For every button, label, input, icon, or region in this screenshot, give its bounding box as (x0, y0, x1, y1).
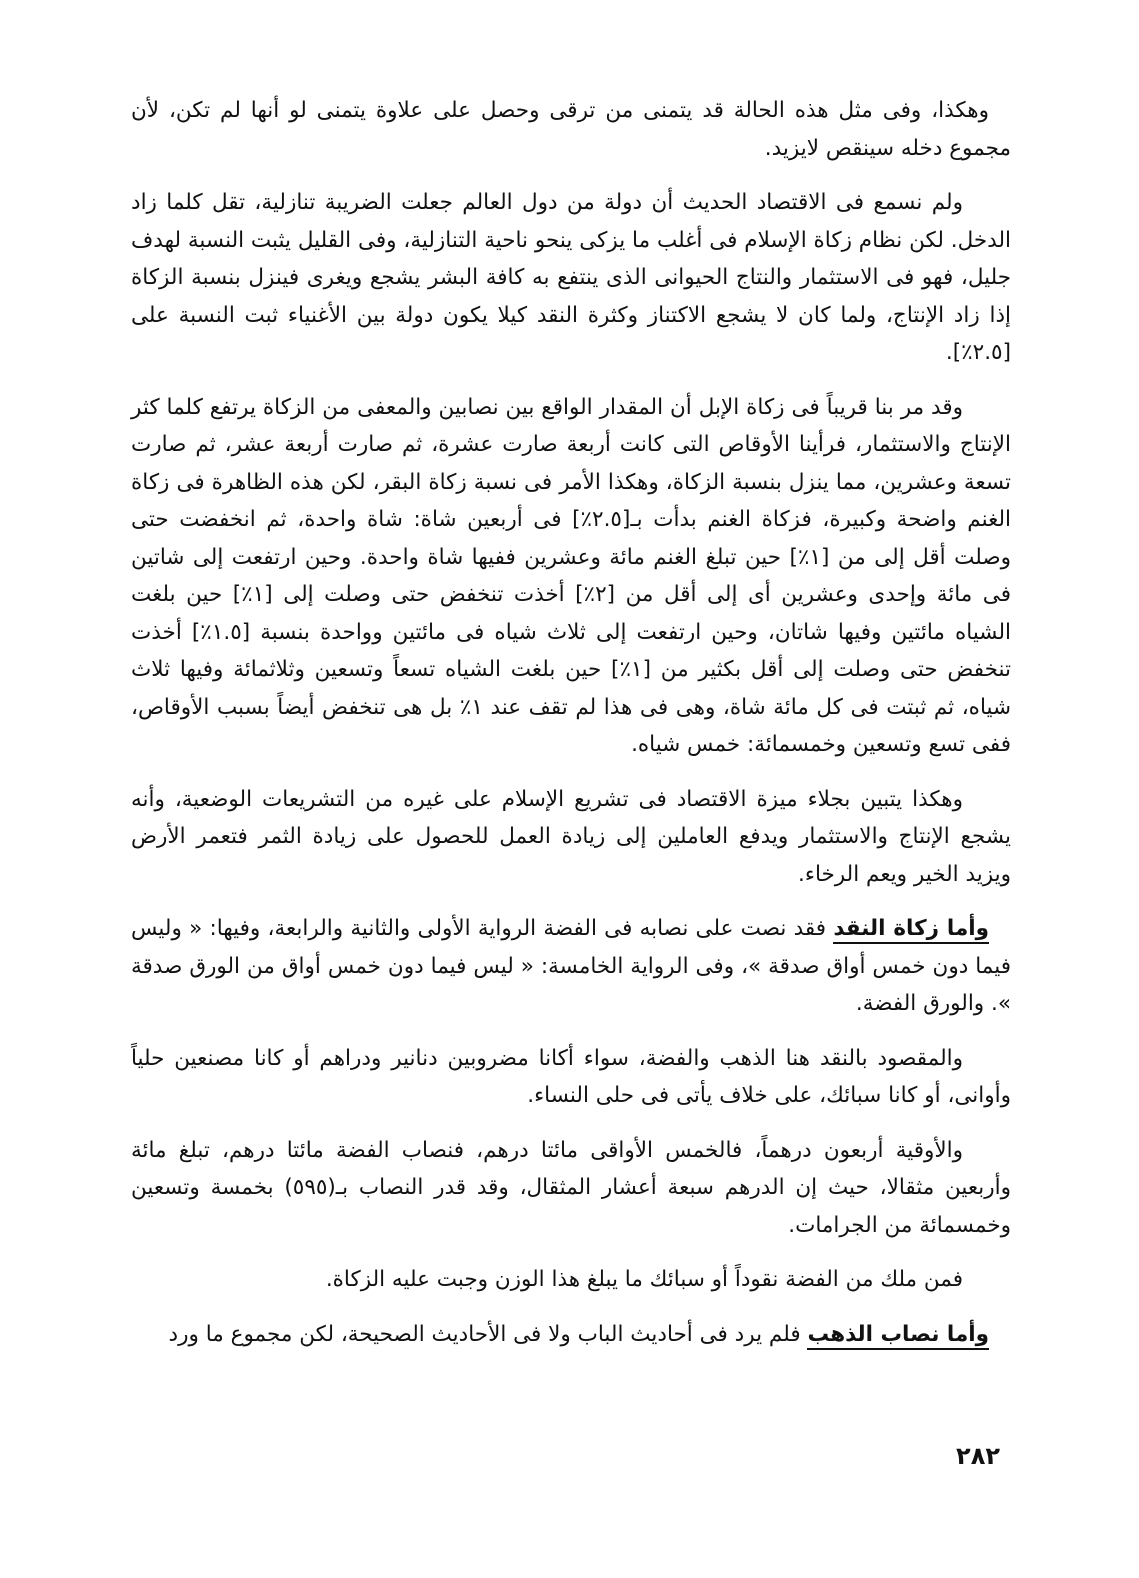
paragraph-text: وهكذا يتبين بجلاء ميزة الاقتصاد فى تشريع الإسلام على غيره من التشريعات الوضعية، وأنه يشجع الإنتاج والاستثمار ويدفع العاملين إلى زيادة العمل للحصول على زيادة الثمر فتعمر الأرض ويزيد الخير ويعم الرخاء. (131, 786, 1011, 887)
paragraph-text: ولم نسمع فى الاقتصاد الحديث أن دولة من دول العالم جعلت الضريبة تنازلية، تقل كلما زاد الدخل. لكن نظام زكاة الإسلام فى أغلب ما يزكى ينحو ناحية التنازلية، وفى القليل يثبت النسبة لهدف جليل، فهو فى الاستثمار والنتاج الحيوانى الذى ينتفع به كافة البشر يشجع ويغرى فينزل بنسبة الزكاة إذا زاد الإنتاج، ولما كان لا يشجع الاكتناز وكثرة النقد كيلا يكون دولة بين الأغنياء ثبت النسبة على [٢.٥٪]. (131, 190, 1011, 365)
paragraph-4 (131, 781, 1011, 894)
paragraph-text: والمقصود بالنقد هنا الذهب والفضة، سواء أكانا مضروبين دنانير ودراهم أو كانا مصنعين حلياً وأوانى، أو كانا سبائك، على خلاف يأتى فى حلى النساء. (131, 1045, 1011, 1108)
paragraph-9 (131, 1316, 1011, 1354)
paragraph-text: والأوقية أربعون درهماً، فالخمس الأواقى مائتا درهم، فنصاب الفضة مائتا درهم، تبلغ مائة وأربعين مثقالا، حيث إن الدرهم سبعة أعشار المثقال، وقد قدر النصاب بـ(٥٩٥) بخمسة وتسعين وخمسمائة من الجرامات. (131, 1137, 1012, 1238)
paragraph-3 (131, 389, 1011, 764)
body-text (131, 92, 1011, 1370)
paragraph-2 (131, 184, 1011, 372)
paragraph-7 (131, 1132, 1011, 1245)
paragraph-text: وهكذا، وفى مثل هذه الحالة قد يتمنى من ترقى وحصل على علاوة يتمنى لو أنها لم تكن، لأن مجموع دخله سينقص لايزيد. (131, 98, 1011, 161)
paragraph-1 (131, 92, 1011, 167)
section-lead-cash-zakat: وأما زكاة النقد (833, 916, 989, 944)
paragraph-text: وقد مر بنا قريباً فى زكاة الإبل أن المقدار الواقع بين نصابين والمعفى من الزكاة يرتفع كلما كثر الإنتاج والاستثمار، فرأينا الأوقاص التى كانت أربعة صارت عشرة، ثم صارت أربعة عشر، ثم صارت تسعة وعشرين، مما ينزل بنسبة الزكاة، وهكذا الأمر فى نسبة زكاة البقر، لكن هذه الظاهرة فى زكاة الغنم واضحة وكبيرة، فزكاة الغنم بدأت بـ[٢.٥٪] فى أربعين شاة: شاة واحدة، ثم انخفضت حتى وصلت أقل إلى من [١٪] حين تبلغ الغنم مائة وعشرين ففيها شاة واحدة. وحين ارتفعت إلى شاتين فى مائة وإحدى وعشرين أى إلى أقل من [٢٪] أخذت تنخفض حتى وصلت إلى [١٪] حين بلغت الشياه مائتين وفيها شاتان، وحين ارتفعت إلى ثلاث شياه فى مائتين وواحدة بنسبة [١.٥٪] أخذت تنخفض حتى وصلت إلى أقل بكثير من [١٪] حين بلغت الشياه تسعاً وتسعين وثلاثمائة وفيها ثلاث شياه، ثم ثبتت فى كل مائة شاة، وهى فى هذا لم تقف عند ١٪ بل هى تنخفض أيضاً بسبب الأوقاص، ففى تسع وتسعين وخمسمائة: خمس شياه. (131, 394, 1012, 757)
paragraph-text: فمن ملك من الفضة نقوداً أو سبائك ما يبلغ هذا الوزن وجبت عليه الزكاة. (325, 1267, 963, 1292)
paragraph-text: فلم يرد فى أحاديث الباب ولا فى الأحاديث الصحيحة، لكن مجموع ما ورد (168, 1321, 808, 1347)
page-number: ٢٨٢ (956, 1442, 1000, 1470)
paragraph-8 (131, 1261, 1011, 1299)
section-lead-gold-nisab: وأما نصاب الذهب (807, 1322, 989, 1350)
paragraph-5 (131, 910, 1011, 1023)
paragraph-6 (131, 1040, 1011, 1115)
paragraph-text: فقد نصت على نصابه فى الفضة الرواية الأولى والثانية والرابعة، وفيها: « وليس فيما دون خمس أواق صدقة »، وفى الرواية الخامسة: « ليس فيما دون خمس أواق من الورق صدقة ». والورق الفضة. (131, 916, 1011, 1016)
